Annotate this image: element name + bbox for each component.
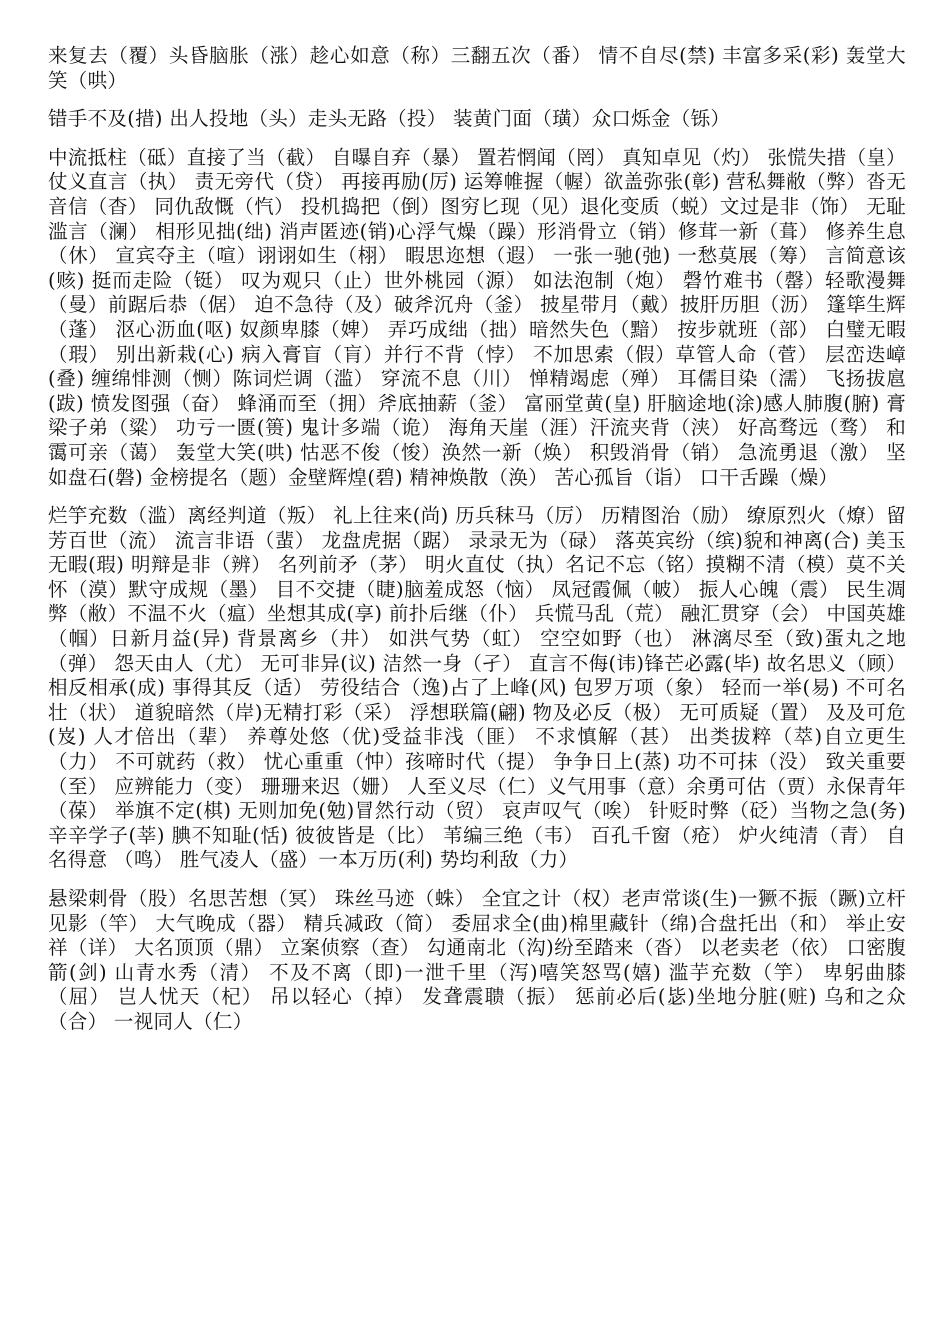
idiom-paragraph-2: 错手不及(措) 出人投地（头）走头无路（投） 装黄门面（璜）众口烁金（铄） <box>48 107 731 131</box>
document-page <box>48 44 906 1049</box>
idiom-paragraph-3: 中流抵柱（砥）直接了当（截） 自曝自弃（暴） 置若惘闻（罔） 真知卓见（灼） 张慌失措（皇）仗义直言（执） 责无旁代（贷） 再接再励(厉) 运筹帷握（幄）欲盖弥张(彰) 营私舞敝（弊）沓无音信（杳） 同仇敌慨（忾） 投机捣把（倒）图穷匕现（见）退化变质（蜕）文过是非（饰） 无耻滥言（澜） 相形见拙(绌) 消声匿迹(销)心浮气燥（躁）形消骨立（销）修茸一新（葺） 修养生息（休） 宣宾夺主（喧）诩诩如生（栩） 暇思迩想（遐） 一张一驰(弛) 一愁莫展（筹） 言简意该(赅) 挺而走险（铤） 叹为观只（止）世外桃园（源） 如法泡制（炮） 磬竹难书（罄）轻歌漫舞（曼）前踞后恭（倨） 迫不急待（及）破斧沉舟（釜） 披星带月（戴）披肝历胆（沥） 篷筚生辉（蓬） 沤心沥血(呕) 奴颜卑膝（婢） 弄巧成绌（拙）暗然失色（黯） 按步就班（部） 白璧无暇（瑕） 别出新栽(心) 病入膏盲（肓）并行不背（悖） 不加思索（假）草管人命（菅） 层峦迭嶂(叠) 缠绵悱测（恻）陈词烂调（滥） 穿流不息（川） 惮精竭虑（殚） 耳儒目染（濡） 飞扬拔扈(跋) 愤发图强（奋） 蜂涌而至（拥）斧底抽薪（釜） 富丽堂黄(皇) 肝脑途地(涂)感人肺腹(腑) 膏梁子弟（粱） 功亏一匮(篑) 鬼计多端（诡） 海角天崖（涯）汗流夹背（浃） 好高骛远（骛） 和霭可亲（蔼） 轰堂大笑(哄) 怙恶不俊（悛）涣然一新（焕） 积毁消骨（销） 急流勇退（激） 坚如盘石(磐) 金榜提名（题）金壁辉煌(碧) 精神焕散（涣） 苦心孤旨（诣） 口干舌躁（燥） <box>48 145 906 489</box>
idiom-paragraph-4: 烂竽充数（滥）离经判道（叛） 礼上往来(尚) 历兵秣马（厉） 历精图治（励） 缭原烈火（燎）留芳百世（流） 流言非语（蜚） 龙盘虎据（踞） 录录无为（碌） 落英宾纷（缤)貌和神离(合) 美玉无暇(瑕) 明辩是非（辨） 名列前矛（茅） 明火直仗（执）名记不忘（铭）摸糊不清（模）莫不关怀（漠）默守成规（墨） 目不交捷（睫)脑羞成怒（恼） 凤冠霞佩（帔） 振人心魄（震） 民生凋弊（敝）不温不火（瘟）坐想其成(享) 前扑后继（仆） 兵慌马乱（荒） 融汇贯穿（会） 中国英雄（帼）日新月益(异) 背景离乡（井） 如洪气势（虹） 空空如野（也） 淋漓尽至（致)蛋丸之地（弹） 怨天由人（尤） 无可非异(议) 洁然一身（孑） 直言不侮(讳)锋芒必露(毕) 故名思义（顾） 相反相承(成) 事得其反（适） 劳役结合（逸)占了上峰(风) 包罗万项（象） 轻而一举(易) 不可名壮（状） 道貌暗然（岸)无精打彩（采） 浮想联篇(翩) 物及必反（极） 无可质疑（置） 及及可危(岌) 人才倍出（辈） 养尊处悠（优)受益非浅（匪） 不求慎解（甚） 出类拔粹（萃)自立更生（力） 不可就药（救） 忧心重重（忡）孩啼时代（提） 争争日上(蒸) 功不可抹（没） 致关重要（至） 应辨能力（变） 珊珊来迟（姗） 人至义尽（仁）义气用事（意）余勇可估（贾）永保青年（葆） 举旗不定(棋) 无则加免(勉)冒然行动（贸） 哀声叹气（唉） 针贬时弊（砭）当物之急(务) 辛辛学子(莘) 腆不知耻(恬) 彼彼皆是（比） 苇编三绝（韦） 百孔千窗（疮） 炉火纯清（青） 自名得意 （鸣） 胜气凌人（盛）一本万历(利) 势均利敌（力） <box>48 504 906 872</box>
idiom-paragraph-1: 来复去（覆）头昏脑胀（涨）趁心如意（称）三翻五次（番） 情不自尽(禁) 丰富多采(彩) 轰堂大笑（哄） <box>48 44 906 92</box>
idiom-paragraph-5: 悬梁刺骨（股）名思苦想（冥） 珠丝马迹（蛛） 全宜之计（权）老声常谈(生)一獗不振（蹶)立杆见影（竿） 大气晚成（器） 精兵减政（简） 委屈求全(曲)棉里藏针（绵)合盘托出（和） 举止安祥（详） 大名顶顶（鼎） 立案侦察（查） 勾通南北（沟)纷至踏来（沓） 以老卖老（依） 口密腹箭(剑) 山青水秀（清） 不及不离（即)一泄千里（泻)嘻笑怒骂(嬉) 滥芋充数（竽） 卑躬曲膝（屈） 岂人忧天（杞） 吊以轻心（掉） 发聋震聩（振） 惩前必后(毖)坐地分脏(赃) 乌和之众（合） 一视同人（仁） <box>48 887 906 1033</box>
